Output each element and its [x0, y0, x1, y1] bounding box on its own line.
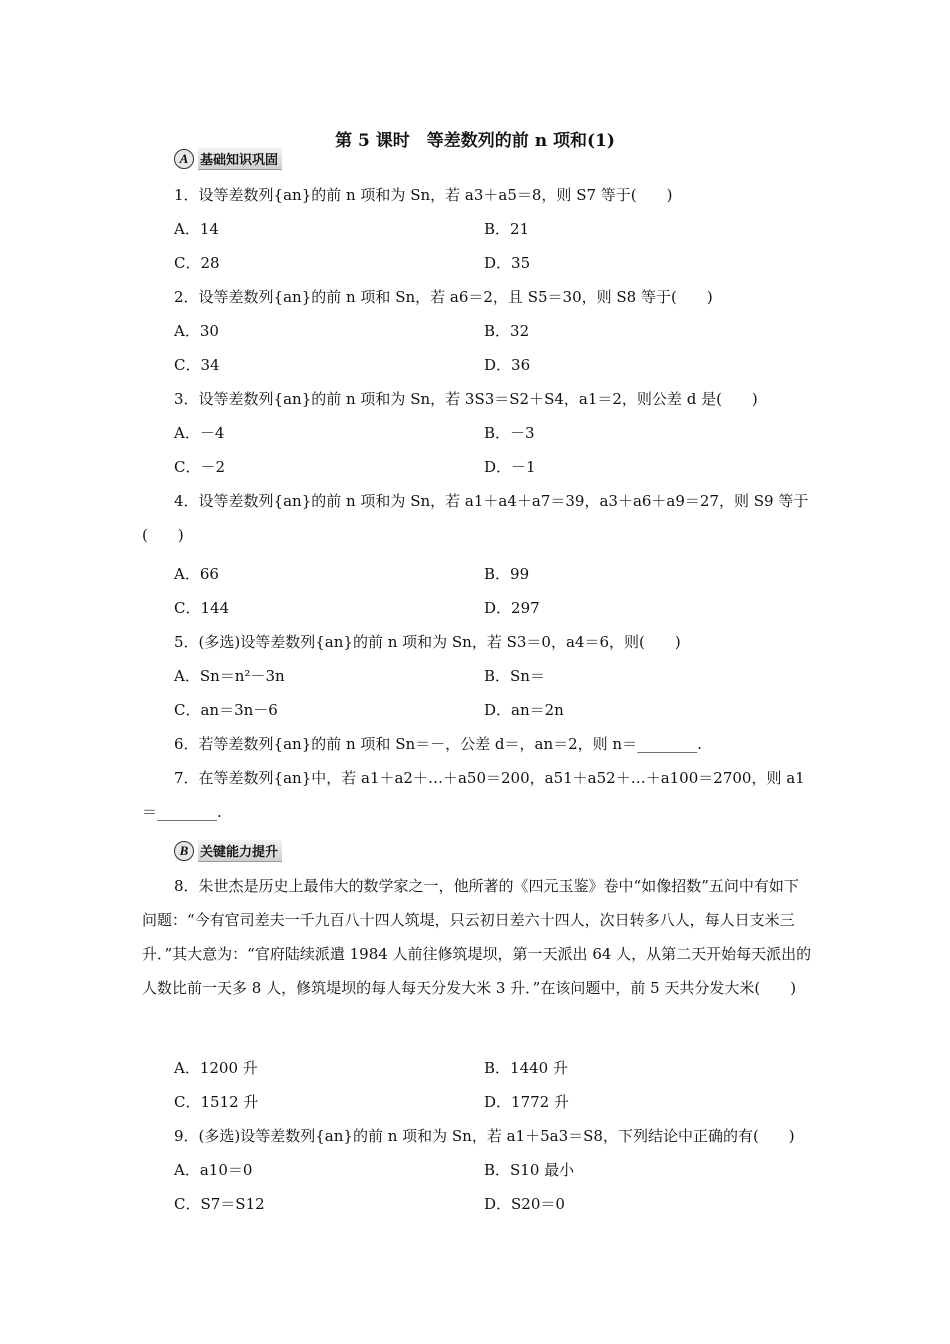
question-3-stem: 3．设等差数列{an}的前 n 项和为 Sn，若 3S3＝S2＋S4，a1＝2，则公差 d 是( ): [174, 390, 758, 408]
q3-option-b: B．－3: [484, 424, 535, 442]
q4-option-c: C．144: [174, 599, 230, 617]
question-9-stem: 9．(多选)设等差数列{an}的前 n 项和为 Sn，若 a1＋5a3＝S8，下列结论中正确的有( ): [174, 1127, 795, 1145]
q1-option-d: D．35: [484, 254, 531, 272]
q2-option-d: D．36: [484, 356, 531, 374]
section-header-advanced: [174, 840, 282, 862]
q8-option-b: B．1440 升: [484, 1059, 568, 1077]
q1-option-b: B．21: [484, 220, 530, 238]
q3-option-a: A．－4: [174, 424, 225, 442]
q2-option-a: A．30: [174, 322, 219, 340]
q3-option-d: D．－1: [484, 458, 536, 476]
section-a-label: 基础知识巩固: [198, 148, 282, 170]
question-5-stem: 5．(多选)设等差数列{an}的前 n 项和为 Sn，若 S3＝0，a4＝6，则( ): [174, 633, 681, 651]
q8-option-d: D．1772 升: [484, 1093, 569, 1111]
question-1-stem: 1．设等差数列{an}的前 n 项和为 Sn，若 a3＋a5＝8，则 S7 等于( ): [174, 186, 673, 204]
q9-option-c: C．S7＝S12: [174, 1195, 265, 1213]
q9-option-d: D．S20＝0: [484, 1195, 565, 1213]
section-b-badge-icon: B: [174, 841, 194, 861]
q9-option-a: A．a10＝0: [174, 1161, 253, 1179]
q4-option-b: B．99: [484, 565, 530, 583]
q4-option-a: A．66: [174, 565, 219, 583]
q5-option-a: A．Sn＝n²－3n: [174, 667, 285, 685]
section-b-label: 关键能力提升: [198, 840, 282, 862]
q5-option-c: C．an＝3n－6: [174, 701, 278, 719]
q9-option-b: B．S10 最小: [484, 1161, 575, 1179]
question-2-stem: 2．设等差数列{an}的前 n 项和 Sn，若 a6＝2，且 S5＝30，则 S8 等于( ): [174, 288, 713, 306]
q2-option-b: B．32: [484, 322, 530, 340]
section-header-basic: [174, 148, 282, 170]
q8-option-c: C．1512 升: [174, 1093, 259, 1111]
q3-option-c: C．－2: [174, 458, 226, 476]
q5-option-d: D．an＝2n: [484, 701, 564, 719]
q1-option-c: C．28: [174, 254, 220, 272]
q5-option-b: B．Sn＝: [484, 667, 545, 685]
q1-option-a: A．14: [174, 220, 219, 238]
page-title: 第 5 课时 等差数列的前 n 项和(1): [335, 131, 615, 151]
question-8-stem: 8．朱世杰是历史上最伟大的数学家之一，他所著的《四元玉鉴》卷中“如像招数”五问中有如下问题：“今有官司差夫一千九百八十四人筑堤，只云初日差六十四人，次日转多八人，每人日支米三升．”其大意为：“官府陆续派遣 1984 人前往修筑堤坝，第一天派出 64 人，从第二天开始每天派出的人数比前一天多 8 人，修筑堤坝的每人每天分发大米 3 升．”在该问题中，前 5 天共分发大米( ): [142, 877, 812, 997]
section-a-badge-icon: A: [174, 149, 194, 169]
question-4-stem: 4．设等差数列{an}的前 n 项和为 Sn，若 a1＋a4＋a7＝39，a3＋a6＋a9＝27，则 S9 等于( ): [142, 492, 809, 544]
q2-option-c: C．34: [174, 356, 220, 374]
q8-option-a: A．1200 升: [174, 1059, 258, 1077]
q4-option-d: D．297: [484, 599, 540, 617]
question-7-stem: 7．在等差数列{an}中，若 a1＋a2＋…＋a50＝200，a51＋a52＋…＋a100＝2700，则 a1＝________.: [142, 769, 805, 821]
question-6-stem: 6．若等差数列{an}的前 n 项和 Sn＝－，公差 d＝，an＝2，则 n＝________.: [174, 735, 702, 753]
